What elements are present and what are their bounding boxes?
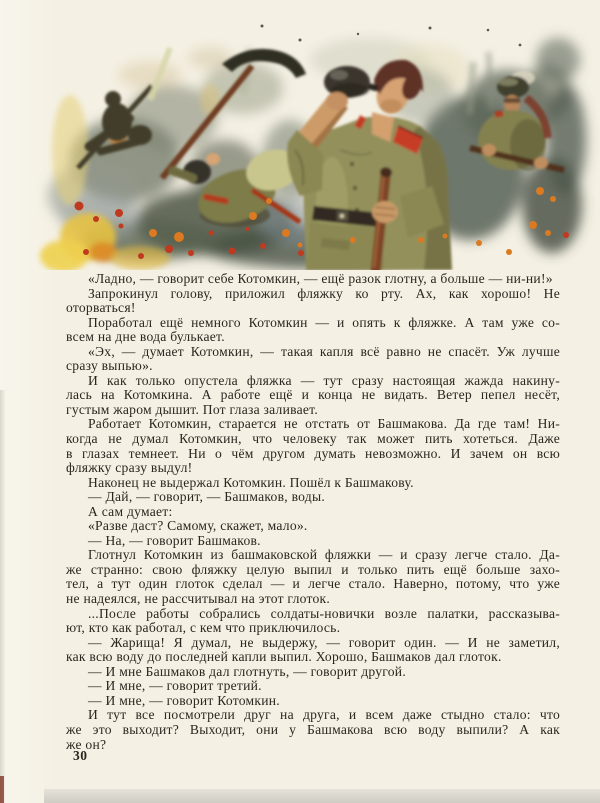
page-left-edge-shadow xyxy=(0,390,6,803)
text-line: — И мне, — говорит Котомкин. xyxy=(88,692,280,708)
text-line: — И мне, — говорит третий. xyxy=(88,678,262,694)
book-illustration xyxy=(0,0,600,270)
page-number: 30 xyxy=(73,748,88,763)
text-line: А сам думает: xyxy=(88,503,173,519)
text-line: тел, а тут один глоток сделал — и легче стало. Наверно, потому, что уже xyxy=(66,576,560,592)
text-line: фляжку сразу выдул! xyxy=(66,460,193,476)
corner-sliver xyxy=(0,776,4,803)
text-line: — И мне Башмаков дал глотнуть, — говорит другой. xyxy=(88,663,406,679)
text-line: как всю воду до последней капли выпил. Хорошо, Башмаков дал глоток. xyxy=(66,649,502,665)
text-line: — Жарища! Я думал, не выдержу, — говорит один. — И не заметил, xyxy=(88,634,560,650)
text-line: «Эх, — думает Котомкин, — такая капля всё равно не спасёт. Уж лучше xyxy=(88,343,560,359)
text-line: — Дай, — говорит, — Башмаков, воды. xyxy=(88,489,326,505)
text-line: же он? xyxy=(66,736,107,752)
text-line: в глазах темнеет. Ни о чём другом думать невозможно. И зачем он всю xyxy=(66,445,560,461)
text-line: Работает Котомкин, старается не отстать от Башмакова. Да где там! Ни- xyxy=(88,416,560,432)
text-line: не надеялся, не рассчитывал на этот глоток. xyxy=(66,591,331,607)
text-line: когда не думал Котомкин, что человеку так может пить хотеться. Даже xyxy=(66,431,560,447)
story-text xyxy=(66,272,560,752)
text-line: сразу выпью». xyxy=(66,358,153,374)
text-line: «Разве даст? Самому, скажет, мало». xyxy=(88,518,308,534)
text-line: лась на Котомкина. А работе ещё и конца не видать. Ветер пепел несёт, xyxy=(66,387,560,403)
text-line: Глотнул Котомкин из башмаковской фляжки — и сразу легче стало. Да- xyxy=(88,547,560,563)
text-line: же это выходит? Выходит, они у Башмакова всю воду выпили? А как xyxy=(66,721,560,737)
text-line: «Ладно, — говорит себе Котомкин, — ещё разок глотну, а больше — ни-ни!» xyxy=(88,271,553,286)
text-line: ...После работы собрались солдаты-новички возле палатки, рассказыва- xyxy=(88,605,560,621)
text-line: же странно: свою фляжку целую выпил и только пить ещё больше захо- xyxy=(66,561,560,577)
text-line: всем на дне вода булькает. xyxy=(66,329,225,345)
text-line: Поработал ещё немного Котомкин — и опять к фляжке. А там уже со- xyxy=(88,314,560,330)
text-line: густым жаром дышит. Пот глаза заливает. xyxy=(66,401,318,417)
text-line: Запрокинул голову, приложил фляжку ко рту. Ах, как хорошо! Не xyxy=(88,285,560,301)
text-line: Наконец не выдержал Котомкин. Пошёл к Башмакову. xyxy=(88,474,414,490)
text-line: И тут все посмотрели друг на друга, и всем даже стыдно стало: что xyxy=(88,707,560,723)
text-line: — На, — говорит Башмаков. xyxy=(88,532,261,548)
text-line: ют, кто как работал, с кем что приключилось. xyxy=(66,620,341,636)
text-line: И как только опустела фляжка — тут сразу настоящая жажда накину- xyxy=(88,372,560,388)
text-line: оторваться! xyxy=(66,300,136,316)
page-bottom-edge xyxy=(44,789,600,803)
